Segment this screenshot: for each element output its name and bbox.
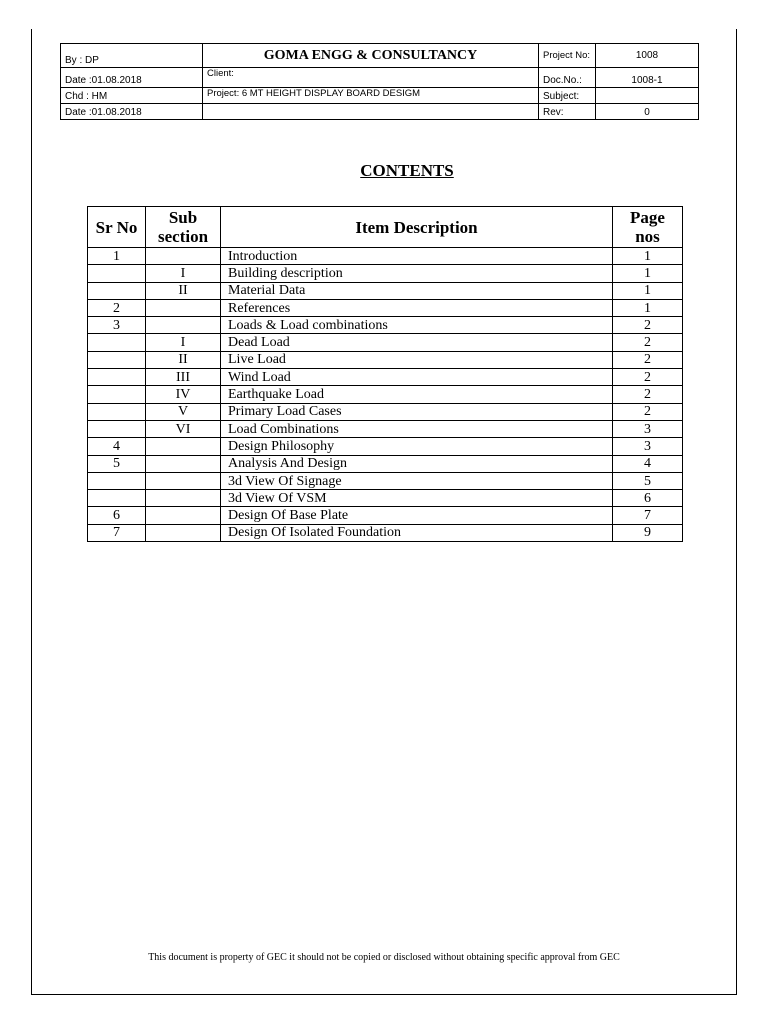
page-no-cell: 2 (613, 334, 683, 351)
page-no-cell: 3 (613, 420, 683, 437)
description-cell: 3d View Of VSM (221, 490, 613, 507)
description-cell: Loads & Load combinations (221, 317, 613, 334)
page-no-cell: 2 (613, 351, 683, 368)
sr-no-cell: 7 (88, 524, 146, 541)
description-cell: Analysis And Design (221, 455, 613, 472)
sub-section-cell: I (146, 265, 221, 282)
table-row (88, 299, 683, 316)
description-cell: Design Philosophy (221, 438, 613, 455)
page-no-cell: 2 (613, 403, 683, 420)
description-cell: 3d View Of Signage (221, 472, 613, 489)
description-cell: References (221, 299, 613, 316)
page-no-cell: 9 (613, 524, 683, 541)
col-item-description: Item Description (221, 207, 613, 248)
description-cell: Dead Load (221, 334, 613, 351)
col-page-nos: Page nos (613, 207, 683, 248)
sub-section-cell (146, 438, 221, 455)
project-no-label: Project No: (539, 44, 596, 68)
sr-no-cell: 4 (88, 438, 146, 455)
page-no-cell: 2 (613, 369, 683, 386)
sub-section-cell: II (146, 351, 221, 368)
sr-no-cell (88, 472, 146, 489)
table-row (88, 282, 683, 299)
sub-section-cell (146, 455, 221, 472)
company-name: GOMA ENGG & CONSULTANCY (203, 44, 539, 68)
table-row (88, 317, 683, 334)
description-cell: Earthquake Load (221, 386, 613, 403)
blank-cell (203, 104, 539, 120)
date-1: Date :01.08.2018 (61, 68, 203, 88)
col-sr-no: Sr No (88, 207, 146, 248)
description-cell: Wind Load (221, 369, 613, 386)
sr-no-cell (88, 369, 146, 386)
sr-no-cell (88, 403, 146, 420)
page-no-cell: 4 (613, 455, 683, 472)
rev-label: Rev: (539, 104, 596, 120)
table-row (88, 386, 683, 403)
table-row (88, 403, 683, 420)
sub-section-cell (146, 524, 221, 541)
page-no-cell: 6 (613, 490, 683, 507)
col-sub-section: Sub section (146, 207, 221, 248)
sub-section-cell (146, 299, 221, 316)
sr-no-cell: 6 (88, 507, 146, 524)
doc-no-label: Doc.No.: (539, 68, 596, 88)
contents-table (87, 206, 683, 542)
table-row (88, 351, 683, 368)
subject-value (596, 88, 699, 104)
sr-no-cell (88, 334, 146, 351)
sub-section-cell: IV (146, 386, 221, 403)
sr-no-cell: 2 (88, 299, 146, 316)
sr-no-cell (88, 420, 146, 437)
table-row (88, 265, 683, 282)
sr-no-cell: 3 (88, 317, 146, 334)
page-no-cell: 3 (613, 438, 683, 455)
sub-section-cell (146, 507, 221, 524)
sub-section-cell (146, 248, 221, 265)
sub-section-cell (146, 472, 221, 489)
page-no-cell: 5 (613, 472, 683, 489)
page-no-cell: 1 (613, 299, 683, 316)
sr-no-cell (88, 351, 146, 368)
date-2: Date :01.08.2018 (61, 104, 203, 120)
contents-title: CONTENTS (360, 161, 454, 180)
document-header (60, 43, 699, 120)
description-cell: Live Load (221, 351, 613, 368)
sub-section-cell (146, 317, 221, 334)
project-no: 1008 (596, 44, 699, 68)
description-cell: Design Of Base Plate (221, 507, 613, 524)
doc-no: 1008-1 (596, 68, 699, 88)
sub-section-cell: I (146, 334, 221, 351)
table-row (88, 334, 683, 351)
description-cell: Design Of Isolated Foundation (221, 524, 613, 541)
table-row (88, 507, 683, 524)
sr-no-cell: 5 (88, 455, 146, 472)
sub-section-cell: V (146, 403, 221, 420)
sub-section-cell: II (146, 282, 221, 299)
table-row (88, 490, 683, 507)
footer-note: This document is property of GEC it should not be copied or disclosed without obtaining specific approval from GEC (148, 952, 620, 963)
description-cell: Building description (221, 265, 613, 282)
client-label: Client: (203, 68, 539, 88)
prepared-by: By : DP (61, 44, 203, 68)
page-no-cell: 7 (613, 507, 683, 524)
description-cell: Material Data (221, 282, 613, 299)
description-cell: Primary Load Cases (221, 403, 613, 420)
sub-section-cell: III (146, 369, 221, 386)
checked-by: Chd : HM (61, 88, 203, 104)
subject-label: Subject: (539, 88, 596, 104)
page-no-cell: 2 (613, 386, 683, 403)
sr-no-cell (88, 265, 146, 282)
rev-value: 0 (596, 104, 699, 120)
description-cell: Load Combinations (221, 420, 613, 437)
page-no-cell: 1 (613, 282, 683, 299)
description-cell: Introduction (221, 248, 613, 265)
sub-section-cell: VI (146, 420, 221, 437)
page-no-cell: 2 (613, 317, 683, 334)
project-title: Project: 6 MT HEIGHT DISPLAY BOARD DESIGM (203, 88, 539, 104)
table-row (88, 420, 683, 437)
sr-no-cell (88, 282, 146, 299)
table-row (88, 524, 683, 541)
table-row (88, 472, 683, 489)
table-row (88, 455, 683, 472)
sub-section-cell (146, 490, 221, 507)
table-row (88, 248, 683, 265)
sr-no-cell (88, 490, 146, 507)
table-row (88, 369, 683, 386)
sr-no-cell: 1 (88, 248, 146, 265)
page-no-cell: 1 (613, 265, 683, 282)
sr-no-cell (88, 386, 146, 403)
table-row (88, 438, 683, 455)
page-no-cell: 1 (613, 248, 683, 265)
